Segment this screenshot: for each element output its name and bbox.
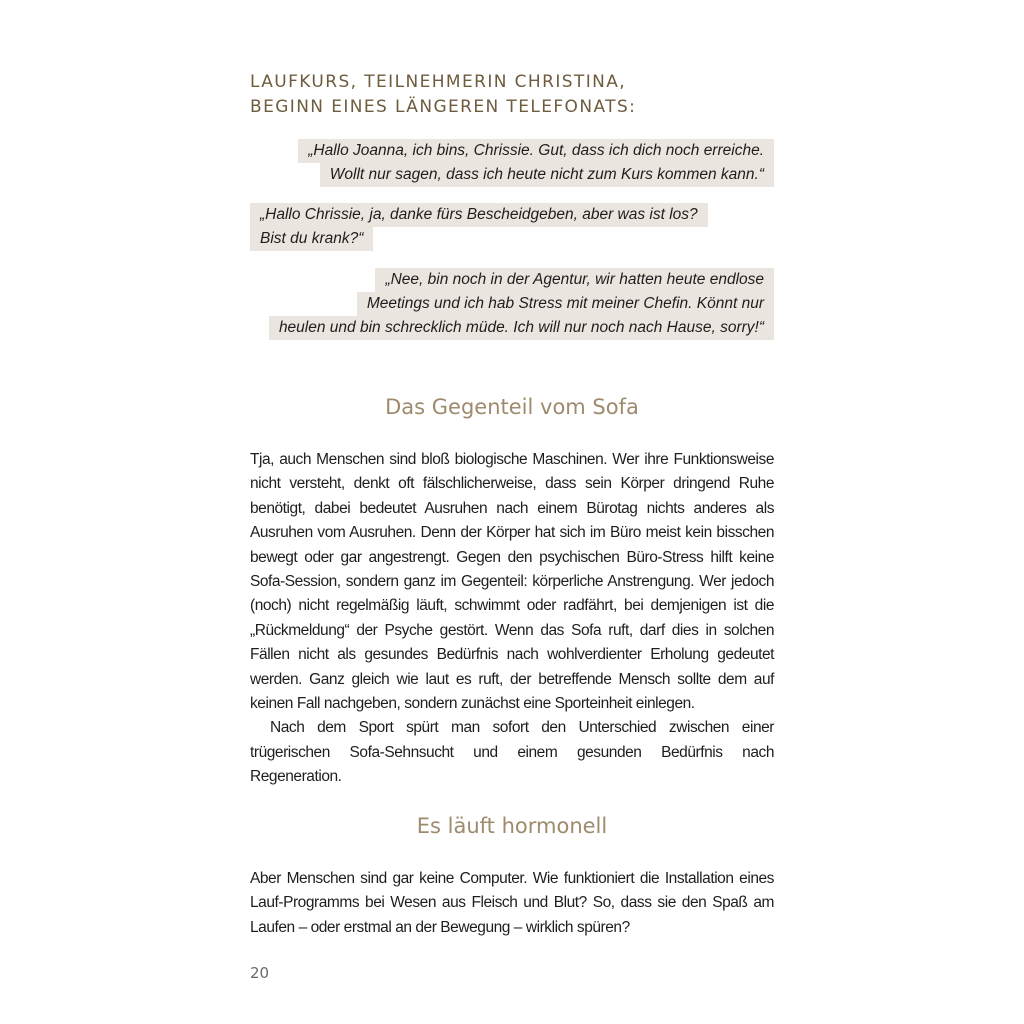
section-title-sofa: Das Gegenteil vom Sofa [385, 395, 639, 419]
body-paragraph: Tja, auch Menschen sind bloß biologische Maschinen. Wer ihre Funktionsweise nicht versteht, denkt oft fälschlicherweise, dass sein Körper dringend Ruhe benötigt, dabei bedeutet Ausruhen nach einem Bürotag nichts anderes als Ausruhen vom Ausruhen. Denn der Körper hat sich im Büro meist kein bisschen bewegt oder gar angestrengt. Gegen den psychischen Büro-Stress hilft keine Sofa-Session, sondern ganz im Gegenteil: körperliche Anstrengung. Wer jedoch (noch) nicht regelmäßig läuft, schwimmt oder radfährt, bei demjenigen ist die „Rückmeldung“ der Psyche gestört. Wenn das Sofa ruft, darf dies in solchen Fällen nicht als gesundes Bedürfnis nach wohlverdienter Erholung gedeutet werden. Ganz gleich wie laut es ruft, der betreffende Mensch sollte dem auf keinen Fall nachgeben, sondern zunächst eine Sporteinheit einlegen. [250, 451, 774, 713]
dialogue-bubble-joanna-call [298, 139, 774, 187]
scene-heading-line-2: BEGINN EINES LÄNGEREN TELEFONATS: [250, 97, 637, 117]
body-paragraph: Nach dem Sport spürt man sofort den Unterschied zwischen einer trügerischen Sofa-Sehnsucht und einem gesunden Bedürfnis nach Regeneration. [250, 719, 774, 786]
dialogue-line: „Hallo Joanna, ich bins, Chrissie. Gut, dass ich dich noch erreiche. [298, 139, 774, 163]
dialogue-bubble-chrissie-reply [250, 203, 708, 251]
section-title-hormonell: Es läuft hormonell [416, 814, 608, 838]
page-number: 20 [250, 964, 270, 982]
scene-heading [250, 70, 790, 120]
section-body-hormonell [250, 867, 774, 940]
dialogue-line: Bist du krank?“ [250, 227, 373, 251]
dialogue-line: „Hallo Chrissie, ja, danke fürs Bescheidgeben, aber was ist los? [250, 203, 708, 227]
body-paragraph: Aber Menschen sind gar keine Computer. Wie funktioniert die Installation eines Lauf-Programms bei Wesen aus Fleisch und Blut? So, dass sie den Spaß am Laufen – oder erstmal an der Bewegung – wirklich spüren? [250, 870, 774, 936]
section-body-sofa [250, 448, 774, 790]
dialogue-bubble-agentur [269, 268, 774, 340]
dialogue-line: Meetings und ich hab Stress mit meiner Chefin. Könnt nur [357, 292, 774, 316]
dialogue-line: „Nee, bin noch in der Agentur, wir hatten heute endlose [375, 268, 774, 292]
dialogue-line: Wollt nur sagen, dass ich heute nicht zum Kurs kommen kann.“ [320, 163, 774, 187]
scene-heading-line-1: LAUFKURS, TEILNEHMERIN CHRISTINA, [250, 72, 627, 92]
dialogue-line: heulen und bin schrecklich müde. Ich will nur noch nach Hause, sorry!“ [269, 316, 774, 340]
